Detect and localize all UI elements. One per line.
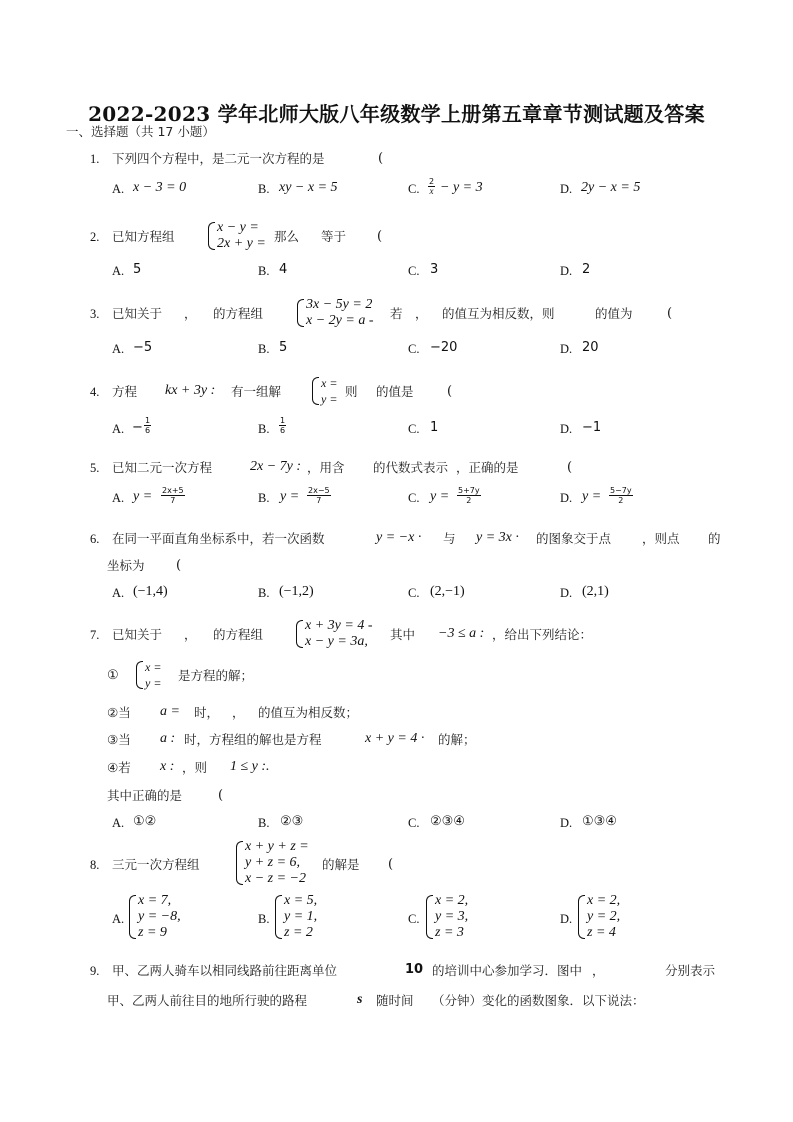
option-label: D. [560,342,573,356]
denominator: x [429,186,434,196]
conclusion-text: ， [232,705,245,720]
option-c[interactable]: ②③④ [430,814,465,829]
numerator: 2x+5 [162,486,184,495]
option-d[interactable]: 20 [582,340,599,355]
option-label: D. [560,912,573,926]
question-stem: 已知方程组 [112,229,175,244]
option-label: A. [112,912,125,926]
question-stem: ， [184,627,197,642]
denominator: 7 [316,496,322,505]
question-stem: ， [415,306,428,321]
option-b[interactable] [275,893,317,941]
equation: z = 9 [138,925,167,940]
option-label: C. [408,264,420,278]
option-label: B. [258,182,270,196]
option-label: A. [112,342,125,356]
equation: x − 2y = a - [306,313,374,328]
option-label: B. [258,491,270,505]
question-stem: 已知关于 [112,306,163,321]
option-c[interactable]: 1 [430,420,439,435]
question-stem: 有一组解 [231,384,282,399]
option-b[interactable] [307,486,331,505]
equation: x − z = −2 [245,871,307,886]
conclusion-marker: ②当 [107,705,131,720]
question-stem: 坐标为 [107,558,145,573]
conclusion-text: 时，方程组的解也是方程 [184,732,322,747]
option-d[interactable] [578,893,620,941]
option-d[interactable]: (2,1) [582,584,609,599]
question-stem: 甲、乙两人前往目的地所行驶的路程 [107,993,308,1008]
question-stem: 的 [708,531,721,546]
option-b[interactable]: (−1,2) [279,584,314,599]
answer-paren: ( [377,229,383,244]
inequality: 1 ≤ y :. [230,759,270,774]
equation: x + y = 4 · [365,731,425,746]
option-label: B. [258,912,270,926]
question-stem: 在同一平面直角坐标系中，若一次函数 [112,531,325,546]
option-label: A. [112,182,125,196]
option-c[interactable]: (2,−1) [430,584,465,599]
option-b[interactable] [279,416,286,435]
option-b[interactable]: ②③ [280,814,304,829]
option-d[interactable]: 2y − x = 5 [581,180,641,195]
option-c[interactable]: −20 [430,340,458,355]
question-number: 3. [90,307,100,321]
question-stem: 的图象交于点 [536,531,612,546]
equation: z = 3 [435,925,464,940]
equation-system [297,297,373,329]
equation: x = 5, [284,893,318,908]
question-stem: 其中正确的是 [107,788,183,803]
denominator: 2 [466,496,472,505]
equation: y = 3x · [476,530,519,545]
option-label: D. [560,422,573,436]
minus-sign: − [132,420,143,435]
conclusion-text: 时， [194,705,220,720]
option-d[interactable] [609,486,633,505]
question-stem: 下列四个方程中，是二元一次方程的是 [112,151,325,166]
equation: z = 2 [284,925,313,940]
equation-system [136,659,161,691]
conclusion-text: ，则 [182,760,208,775]
equation: 3x − 5y = 2 [306,297,373,312]
option-label: B. [258,586,270,600]
variable: s [357,992,363,1007]
equation: x = 2, [587,893,621,908]
option-label: A. [112,422,125,436]
option-label: C. [408,816,420,830]
conclusion-marker: ④若 [107,760,131,775]
equation: y = [145,676,162,690]
question-stem: 的方程组 [213,627,264,642]
question-stem: ，正确的是 [456,460,519,475]
question-stem: 的解是 [322,857,360,872]
option-a[interactable]: (−1,4) [133,584,168,599]
question-stem: 等于 [321,229,347,244]
question-number: 1. [90,152,100,166]
option-a[interactable]: x − 3 = 0 [133,180,187,195]
option-b[interactable]: xy − x = 5 [279,180,338,195]
option-d[interactable]: ①③④ [582,814,617,829]
answer-paren: ( [447,384,453,399]
question-stem: 随时间 [376,993,414,1008]
option-a-lhs: y = [133,489,153,504]
answer-paren: ( [176,558,182,573]
option-label: C. [408,912,420,926]
question-number: 4. [90,385,100,399]
option-label: C. [408,342,420,356]
question-stem: 的值是 [376,384,414,399]
option-a[interactable] [161,486,185,505]
option-label: C. [408,182,420,196]
question-number: 8. [90,858,100,872]
option-a[interactable]: −5 [133,340,153,355]
option-label: D. [560,182,573,196]
equation: x = [145,660,162,674]
option-d[interactable]: −1 [582,420,602,435]
question-number: 7. [90,628,100,642]
option-b[interactable]: 4 [279,262,288,277]
conclusion-marker: ③当 [107,732,131,747]
option-label: C. [408,491,420,505]
option-label: B. [258,422,270,436]
conclusion-text: 是方程的解； [178,668,254,683]
option-label: B. [258,342,270,356]
option-label: D. [560,491,573,505]
option-a[interactable]: 5 [133,262,142,277]
numerator: 1 [145,416,151,425]
equation-system [208,220,266,252]
option-label: B. [258,264,270,278]
equation: y = 3, [435,909,469,924]
distance-value: 10 [405,962,424,977]
option-label: D. [560,264,573,278]
denominator: 2 [618,496,624,505]
equation: x + 3y = 4 - [305,618,373,633]
equation: x = [321,376,338,390]
question-stem: 的方程组 [213,306,264,321]
equation: y = 1, [284,909,318,924]
option-label: D. [560,816,573,830]
option-b-lhs: y = [280,489,300,504]
answer-paren: ( [388,857,394,872]
question-number: 5. [90,461,100,475]
question-stem: ，给出下列结论： [492,627,593,642]
question-stem: 其中 [390,627,416,642]
question-stem: 若 [390,306,403,321]
option-b[interactable]: 5 [279,340,288,355]
equation: x − y = 3a, [305,634,368,649]
inequality: −3 ≤ a : [438,626,485,641]
section-heading: 一、选择题（共 17 小题） [66,124,215,139]
option-label: A. [112,264,125,278]
question-stem: 已知二元一次方程 [112,460,213,475]
question-stem: 的培训中心参加学习．图中 [432,963,583,978]
equation: y = 2, [587,909,621,924]
equation: x = 2, [435,893,469,908]
denominator: 6 [145,426,151,435]
question-stem: 三元一次方程组 [112,857,200,872]
question-stem: 已知关于 [112,627,163,642]
conclusion-marker: ① [107,668,119,683]
equation: y + z = 6, [245,855,301,870]
option-label: A. [112,491,125,505]
option-label: C. [408,422,420,436]
question-stem: （分钟）变化的函数图象．以下说法： [432,993,645,1008]
question-number: 9. [90,964,100,978]
equation-system [296,618,372,650]
option-a[interactable] [144,416,151,435]
option-c-fraction[interactable] [428,177,435,196]
question-stem: 则 [345,384,358,399]
question-stem: 分别表示 [665,963,716,978]
option-c[interactable]: 3 [430,262,439,277]
question-number: 6. [90,532,100,546]
option-label: B. [258,816,270,830]
question-stem: ， [592,963,605,978]
question-stem: ，用含 [307,460,345,475]
page-title: 2022-2023 学年北师大版八年级数学上册第五章章节测试题及答案 [88,102,705,126]
option-c-lhs: y = [430,489,450,504]
equation: 2x + y = [217,236,266,251]
answer-paren: ( [218,788,224,803]
question-stem: 的值为 [595,306,633,321]
option-d-lhs: y = [582,489,602,504]
numerator: 5+7y [458,486,480,495]
conclusion-text: 的值互为相反数； [258,705,359,720]
equation: x : [160,759,175,774]
conclusion-text: 的解； [438,732,476,747]
equation: y = [321,392,338,406]
question-stem: 的代数式表示 [373,460,449,475]
option-label: A. [112,586,125,600]
equation: a = [160,704,180,719]
question-stem: 与 [443,531,456,546]
equation: kx + 3y : [165,383,216,398]
numerator: 5−7y [610,486,632,495]
question-stem: 那么 [274,229,300,244]
answer-paren: ( [378,151,384,166]
question-stem: ， [184,306,197,321]
equation: 2x − 7y : [250,459,302,474]
numerator: 2x−5 [308,486,330,495]
question-stem: 的值互为相反数，则 [442,306,555,321]
option-c[interactable] [457,486,481,505]
option-d[interactable]: 2 [582,262,591,277]
equation: z = 4 [587,925,616,940]
denominator: 6 [280,426,286,435]
answer-paren: ( [667,306,673,321]
question-stem: ，则点 [642,531,680,546]
option-c[interactable]: − y = 3 [440,180,483,195]
option-label: D. [560,586,573,600]
equation: y = −8, [138,909,181,924]
question-number: 2. [90,230,100,244]
equation-system [236,839,309,887]
question-stem: 方程 [112,384,138,399]
equation-system [312,375,337,407]
option-c[interactable] [426,893,468,941]
equation: x = 7, [138,893,172,908]
option-a[interactable]: ①② [133,814,157,829]
equation: x + y + z = [245,839,309,854]
equation: x − y = [217,220,259,235]
numerator: 2 [429,177,435,186]
option-label: A. [112,816,125,830]
option-label: C. [408,586,420,600]
option-a[interactable] [129,893,181,941]
equation: y = −x · [376,530,422,545]
numerator: 1 [280,416,286,425]
answer-paren: ( [567,460,573,475]
question-stem: 甲、乙两人骑车以相同线路前往距离单位 [112,963,338,978]
denominator: 7 [170,496,176,505]
equation: a : [160,731,176,746]
